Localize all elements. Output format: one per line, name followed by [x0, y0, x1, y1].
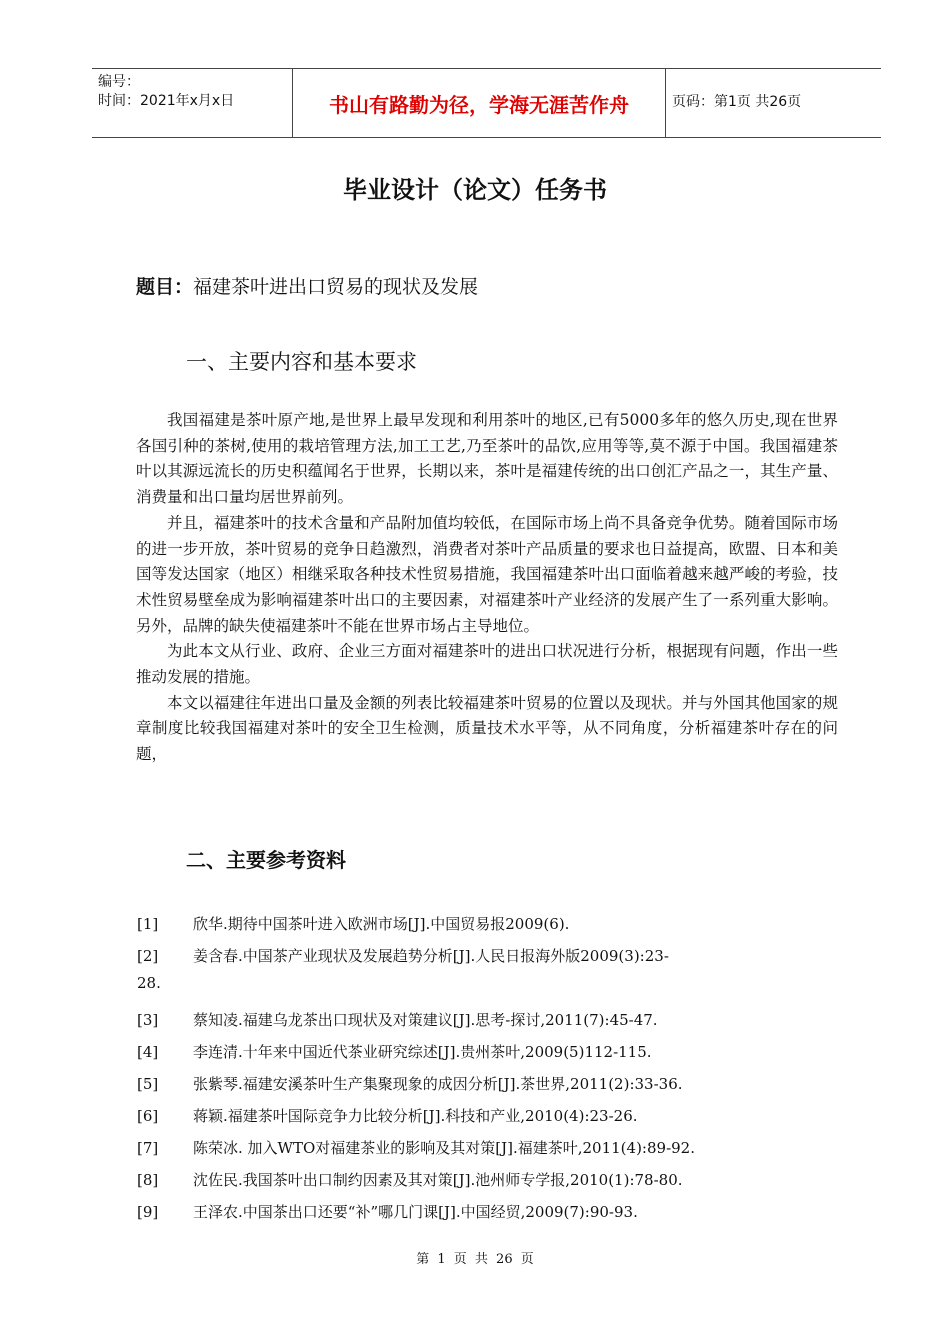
reference-text: 沈佐民.我国茶叶出口制约因素及其对策[J].池州师专学报,2010(1):78-80.: [193, 1171, 683, 1189]
reference-text: 姜含春.中国茶产业现状及发展趋势分析[J].人民日报海外版2009(3):23-: [193, 947, 669, 965]
reference-item: [137, 1070, 839, 1102]
paragraph: 为此本文从行业、政府、企业三方面对福建茶叶的进出口状况进行分析，根据现有问题，作出一些推动发展的措施。: [136, 642, 838, 687]
reference-item: [137, 1198, 839, 1230]
reference-text: 欣华.期待中国茶叶进入欧洲市场[J].中国贸易报2009(6).: [193, 915, 570, 933]
reference-item: [137, 942, 839, 974]
header-meta: [98, 73, 290, 111]
number-label: 编号：: [98, 74, 140, 90]
section-2-heading: 二、主要参考资料: [186, 848, 346, 872]
reference-text: 陈荣冰. 加入WTO对福建茶业的影响及其对策[J].福建茶叶,2011(4):89-92.: [193, 1139, 695, 1157]
reference-list: [137, 910, 839, 1230]
reference-text: 蒋颖.福建茶叶国际竞争力比较分析[J].科技和产业,2010(4):23-26.: [193, 1107, 638, 1125]
paragraph: 我国福建是茶叶原产地,是世界上最早发现和利用茶叶的地区,已有5000多年的悠久历史,现在世界各国引种的茶树,使用的栽培管理方法,加工工艺,乃至茶叶的品饮,应用等等,莫不源于中国。我国福建茶叶以其源远流长的历史积蕴闻名于世界，长期以来，茶叶是福建传统的出口创汇产品之一，其生产量、消费量和出口量均居世界前列。: [136, 411, 838, 507]
reference-item: [137, 1134, 839, 1166]
section-1-body: [136, 408, 838, 768]
topic-text: 福建茶叶进出口贸易的现状及发展: [193, 276, 479, 298]
reference-text: 张紫琴.福建安溪茶叶生产集聚现象的成因分析[J].茶世界,2011(2):33-36.: [193, 1075, 683, 1093]
reference-number: [8]: [137, 1171, 159, 1189]
reference-number: [9]: [137, 1203, 159, 1221]
paragraph: 本文以福建往年进出口量及金额的列表比较福建茶叶贸易的位置以及现状。并与外国其他国家的规章制度比较我国福建对茶叶的安全卫生检测，质量技术水平等，从不同角度，分析福建茶叶存在的问题，: [136, 693, 838, 764]
reference-number: [1]: [137, 915, 159, 933]
paragraph: 并且，福建茶叶的技术含量和产品附加值均较低，在国际市场上尚不具备竞争优势。随着国际市场的进一步开放，茶叶贸易的竞争日趋激烈，消费者对茶叶产品质量的要求也日益提高，欧盟、日本和美国等发达国家（地区）相继采取各种技术性贸易措施，我国福建茶叶出口面临着越来越严峻的考验，技术性贸易壁垒成为影响福建茶叶出口的主要因素，对福建茶叶产业经济的发展产生了一系列重大影响。另外，品牌的缺失使福建茶叶不能在世界市场占主导地位。: [136, 513, 838, 635]
reference-item: [137, 1166, 839, 1198]
reference-number: [4]: [137, 1043, 159, 1061]
header-page-info: 页码：第1页 共26页: [672, 94, 802, 110]
reference-continuation: 28.: [137, 974, 161, 992]
reference-item: [137, 1038, 839, 1070]
page-footer: 第 1 页 共 26 页: [416, 1252, 534, 1267]
reference-number: [5]: [137, 1075, 159, 1093]
reference-text: 李连清.十年来中国近代茶业研究综述[J].贵州茶叶,2009(5)112-115.: [193, 1043, 652, 1061]
reference-item: [137, 1102, 839, 1134]
reference-item: [137, 1006, 839, 1038]
header-motto: 书山有路勤为径，学海无涯苦作舟: [292, 69, 666, 137]
reference-text: 蔡知凌.福建乌龙茶出口现状及对策建议[J].思考-探讨,2011(7):45-47.: [193, 1011, 658, 1029]
reference-text: 王泽农.中国茶出口还要“补”哪几门课[J].中国经贸,2009(7):90-93.: [193, 1203, 638, 1221]
reference-number: [3]: [137, 1011, 159, 1029]
topic-label: 题目：: [136, 276, 194, 298]
reference-number: [7]: [137, 1139, 159, 1157]
page-header: [92, 68, 881, 138]
reference-number: [2]: [137, 947, 159, 965]
topic-line: [136, 272, 478, 299]
reference-number: [6]: [137, 1107, 159, 1125]
time-label: 时间：2021年x月x日: [98, 93, 235, 109]
reference-item: [137, 910, 839, 942]
document-title: 毕业设计（论文）任务书: [343, 176, 607, 204]
section-1-heading: 一、主要内容和基本要求: [186, 350, 417, 374]
